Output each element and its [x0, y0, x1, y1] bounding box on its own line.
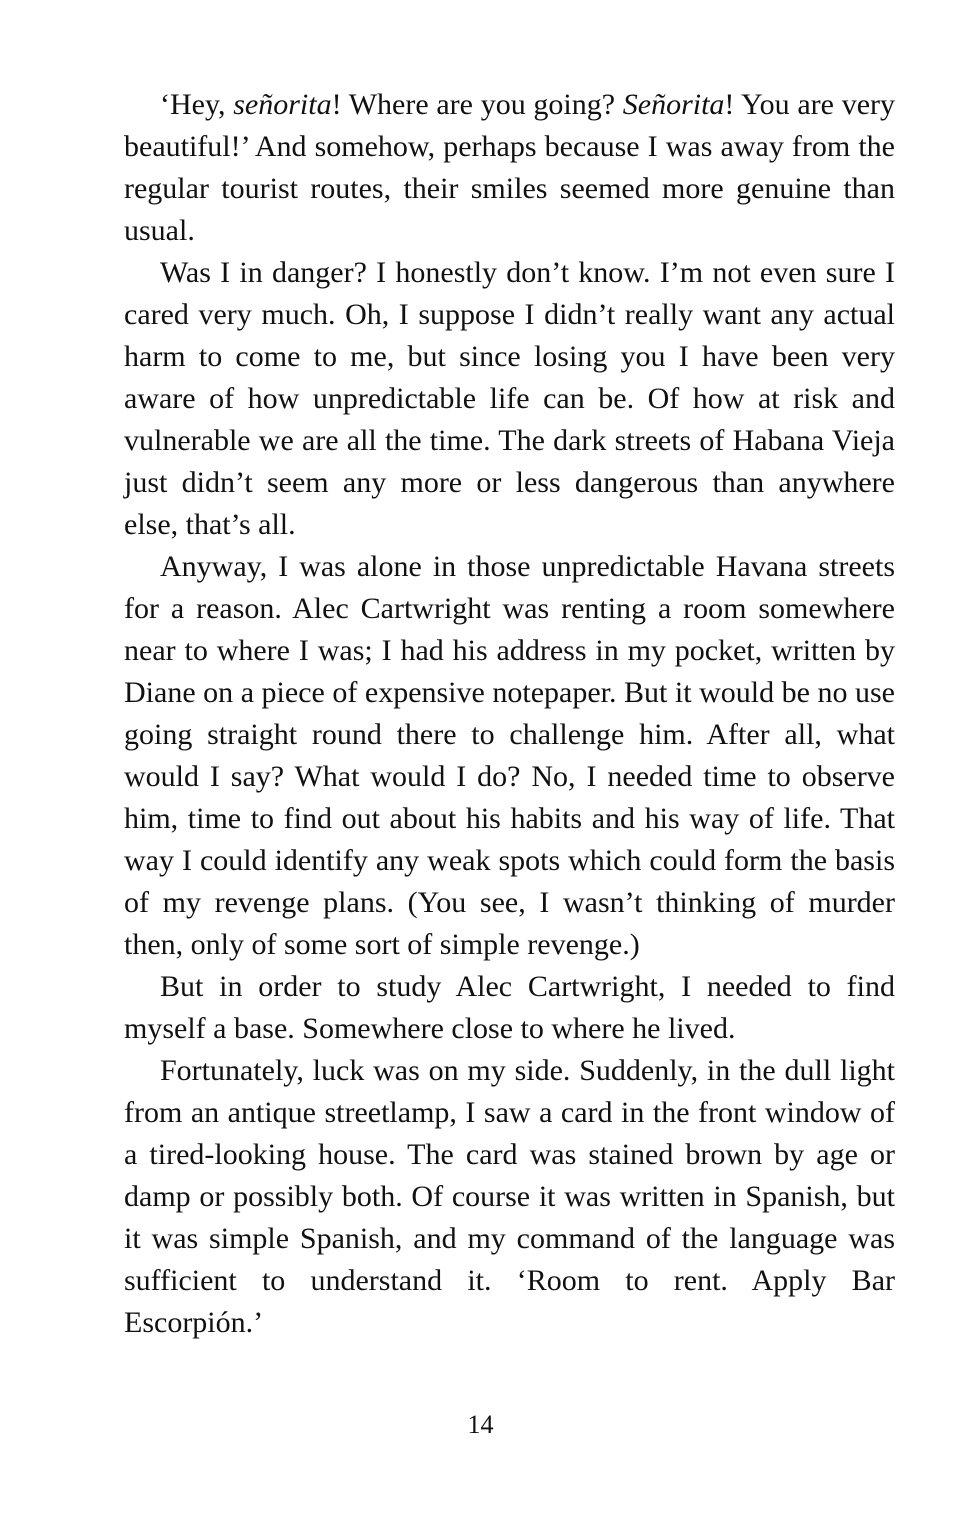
paragraph-1	[124, 84, 895, 252]
text-segment: But in order to study Alec Cartwright, I needed to find myself a base. Somewhere close to where he lived.	[124, 970, 895, 1045]
text-segment: ! You are very beautiful!’ And somehow, perhaps because I was away from the regular tourist routes, their smiles seemed more genuine than usual.	[124, 88, 895, 247]
italic-word-senorita: señorita	[233, 88, 332, 121]
paragraph-5	[124, 1050, 895, 1344]
paragraph-3	[124, 546, 895, 966]
text-segment: ! Where are you going?	[331, 88, 623, 121]
italic-word-senorita: Señorita	[622, 88, 725, 121]
text-segment: Was I in danger? I honestly don’t know. I’m not even sure I cared very much. Oh, I suppose I didn’t really want any actual harm to come to me, but since losing you I have been very aware of how unpredictable life can be. Of how at risk and vulnerable we are all the time. The dark streets of Habana Vieja just didn’t seem any more or less dangerous than anywhere else, that’s all.	[124, 256, 895, 541]
text-segment: Fortunately, luck was on my side. Suddenly, in the dull light from an antique streetlamp, I saw a card in the front window of a tired-looking house. The card was stained brown by age or damp or possibly both. Of course it was written in Spanish, but it was simple Spanish, and my command of the language was sufficient to understand it. ‘Room to rent. Apply Bar Escorpión.’	[124, 1054, 895, 1339]
paragraph-2	[124, 252, 895, 546]
body-text	[124, 84, 895, 1344]
page-number: 14	[467, 1410, 494, 1439]
text-segment: ‘Hey,	[160, 88, 234, 121]
text-segment: Anyway, I was alone in those unpredictable Havana streets for a reason. Alec Cartwright was renting a room somewhere near to where I was; I had his address in my pocket, written by Diane on a piece of expensive notepaper. But it would be no use going straight round there to challenge him. After all, what would I say? What would I do? No, I needed time to observe him, time to find out about his habits and his way of life. That way I could identify any weak spots which could form the basis of my revenge plans. (You see, I wasn’t thinking of murder then, only of some sort of simple revenge.)	[124, 550, 895, 961]
paragraph-4	[124, 966, 895, 1050]
